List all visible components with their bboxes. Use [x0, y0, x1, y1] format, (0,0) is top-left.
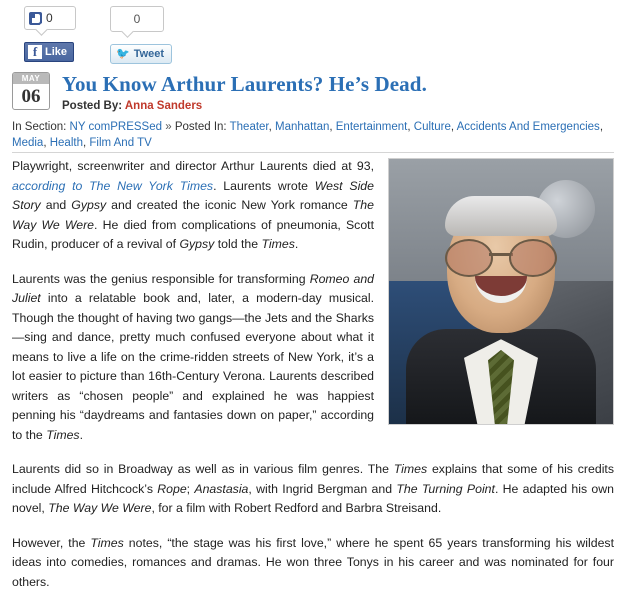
tag-separator: , [599, 121, 604, 133]
posted-by-label: Posted By: [62, 100, 123, 112]
work-title: The Turning Point [396, 481, 495, 496]
text-run: Laurents was the genius responsible for transforming [12, 271, 310, 286]
tag-separator: , [82, 137, 90, 149]
photo-lens-left [445, 239, 493, 277]
page-title[interactable]: You Know Arthur Laurents? He’s Dead. [62, 72, 427, 96]
posted-in-label: Posted In: [174, 121, 227, 133]
article-photo [388, 158, 614, 425]
work-title: Times [393, 462, 428, 476]
facebook-f-icon: f [28, 45, 42, 59]
section-separator: » [165, 121, 172, 133]
tag-separator: , [407, 121, 414, 133]
tag-separator: , [450, 121, 457, 133]
section-tag-line [12, 119, 614, 151]
tag-link[interactable]: Manhattan [275, 121, 330, 133]
section-link[interactable]: NY comPRESSed [69, 121, 163, 133]
text-run: . [294, 237, 299, 251]
text-run: and created the iconic New York romance [106, 198, 353, 212]
text-run: into a relatable book and, later, a modern-day musical. Though the thought of having two gangs—the Jets and the Sharks—sing and dance, pretty much confused everyone about what it means to live a life on the crime-ridden streets of New York, it’s a lot easier to picture than 16th-Century Verona. Laurents described writers as “chosen people” and explained he was happiest penning his “daydreams and fantasies down on paper,” according to the [12, 291, 374, 442]
in-section-label: In Section: [12, 121, 67, 133]
tweet-count-bubble [110, 6, 164, 32]
work-title: Times [46, 427, 80, 442]
text-run: told the [214, 237, 262, 251]
work-title: Times [90, 535, 124, 550]
author-link[interactable]: Anna Sanders [124, 100, 203, 112]
work-title: Rope [157, 481, 187, 496]
facebook-like-widget [24, 6, 76, 62]
article-body [12, 157, 614, 607]
social-share-bar [12, 6, 612, 68]
tag-link[interactable]: Accidents And Emergencies [456, 121, 600, 133]
text-run: . He died from complications of pneumonia, Scott Rudin, producer of a revival of [12, 217, 374, 251]
facebook-like-count-bubble [24, 6, 76, 30]
work-title: Gypsy [179, 237, 215, 251]
article-paragraph [12, 460, 614, 519]
text-run: , for a film with Robert Redford and Barbra Streisand. [151, 501, 442, 515]
work-title: The Way We Were [12, 198, 374, 232]
text-run: explains that some of his credits include Alfred Hitchcock’s [12, 462, 615, 496]
tag-link[interactable]: Theater [229, 121, 269, 133]
photo-glasses [445, 239, 557, 273]
article-paragraph [12, 534, 614, 593]
tweet-count: 0 [133, 12, 141, 26]
tag-link[interactable]: Culture [413, 121, 451, 133]
tweet-label: Tweet [133, 48, 165, 60]
work-title: West Side Story [12, 178, 374, 212]
tag-separator: , [268, 121, 276, 133]
work-title: The Way We Were [48, 501, 152, 515]
text-run: , with Ingrid Bergman and [248, 481, 397, 496]
headline-block [12, 72, 616, 112]
text-run: and [40, 198, 72, 212]
tag-separator: , [329, 121, 336, 133]
text-run: . He adapted his own novel, [12, 481, 614, 515]
facebook-like-label: Like [45, 46, 68, 58]
twitter-share-widget [110, 6, 172, 64]
work-title: Gypsy [71, 198, 107, 212]
facebook-like-button[interactable] [24, 42, 74, 62]
tag-link[interactable]: Film And TV [89, 137, 152, 149]
work-title: Romeo and Juliet [12, 271, 374, 305]
tag-link[interactable]: Entertainment [335, 121, 408, 133]
tag-link[interactable]: Media [12, 137, 44, 149]
text-run: notes, “the stage was his first love,” where he spent 65 years transforming his wildest ideas into comedies, romances and dramas. He won three Tonys in his career and was nominated for four others. [12, 535, 614, 589]
work-title: Anastasia [194, 481, 249, 496]
text-run: Playwright, screenwriter and director Arthur Laurents died at 93, [12, 159, 374, 173]
date-badge [12, 72, 50, 110]
divider [12, 152, 614, 153]
twitter-bird-icon: 🐦 [116, 47, 130, 60]
tag-link[interactable]: Health [49, 137, 83, 149]
text-run: ; [186, 481, 195, 496]
photo-lens-right [509, 239, 557, 277]
tag-separator: , [43, 137, 50, 149]
text-run: . [79, 427, 83, 442]
byline [62, 100, 616, 112]
text-run: However, the [12, 535, 91, 550]
tweet-button[interactable] [110, 44, 172, 64]
facebook-like-count: 0 [46, 11, 53, 25]
photo-hair [445, 196, 557, 236]
date-badge-month: MAY [13, 73, 49, 84]
thumbs-up-icon [29, 12, 42, 25]
text-run: . Laurents wrote [213, 178, 315, 193]
text-run: Laurents did so in Broadway as well as in various film genres. The [12, 462, 394, 476]
work-title: Times [261, 237, 295, 251]
date-badge-day: 06 [21, 86, 41, 107]
source-link[interactable]: according to The New York Times [12, 178, 214, 193]
